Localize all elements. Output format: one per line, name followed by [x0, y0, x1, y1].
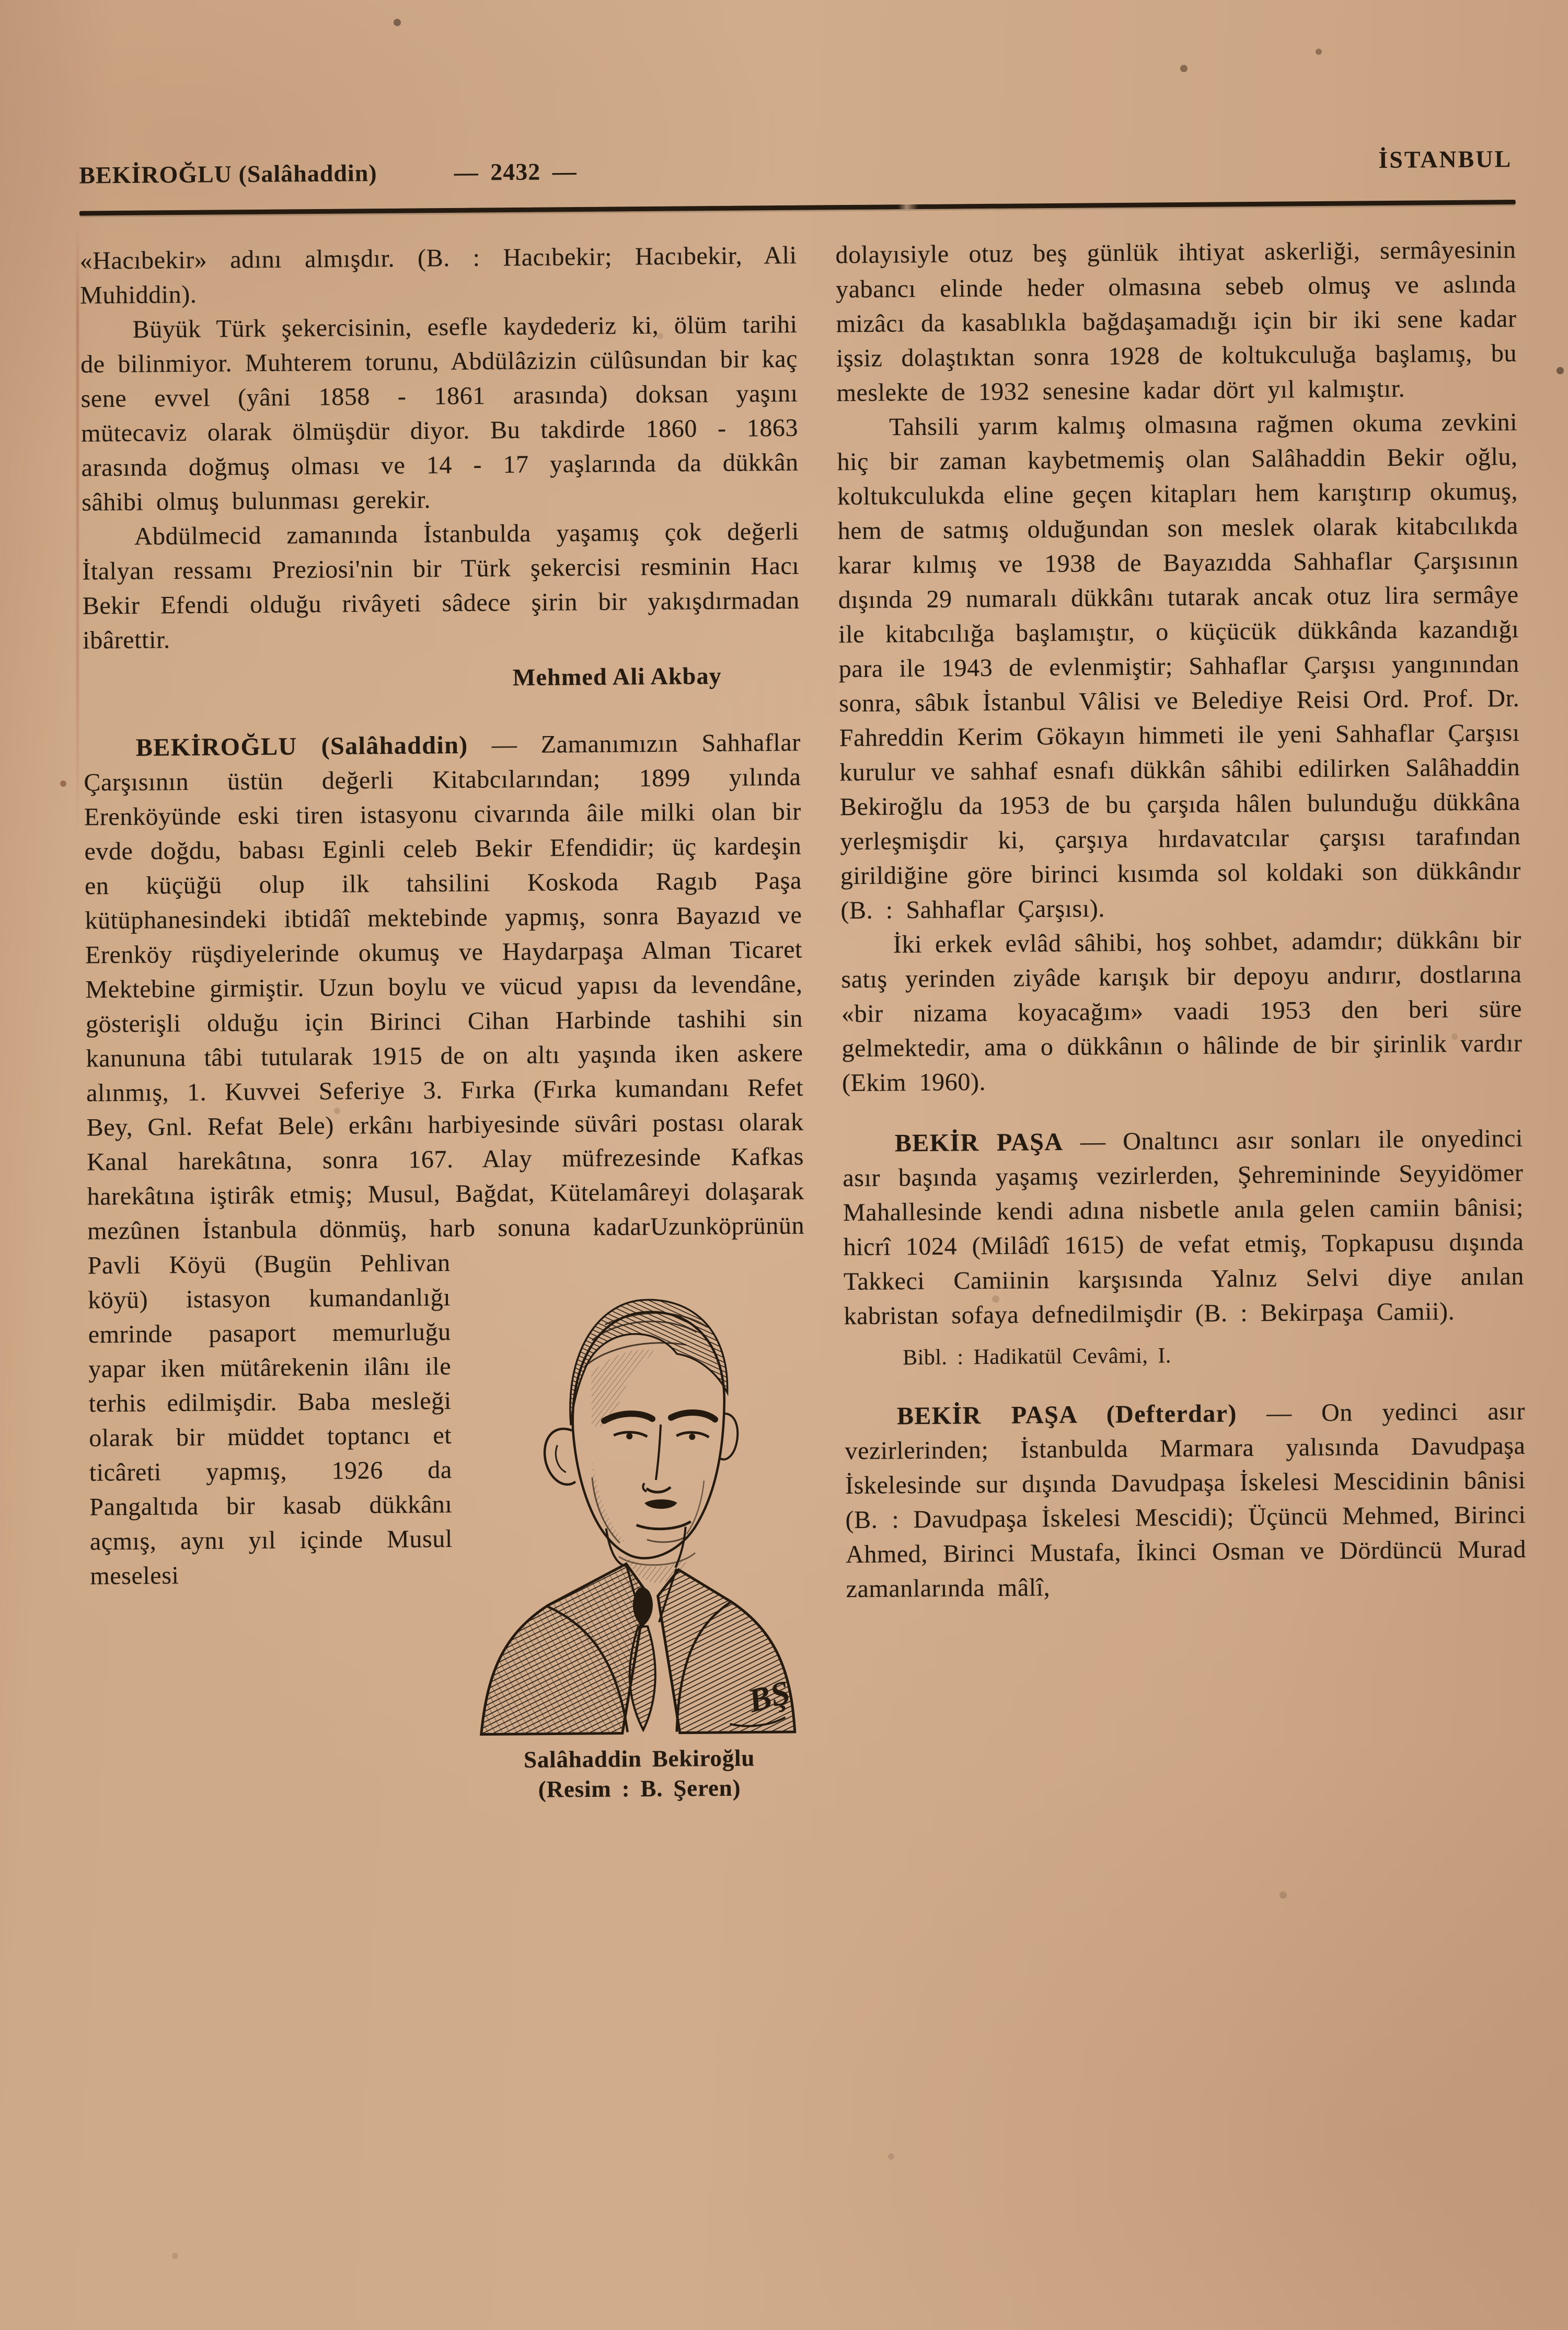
- portrait-figure: [466, 1253, 809, 1805]
- figure-caption-name: Salâhaddin Bekiroğlu: [523, 1744, 755, 1773]
- paragraph-hacibekir-end: «Hacıbekir» adını almışdır. (B. : Hacıbekir; Hacıbekir, Ali Muhiddin).: [79, 241, 797, 309]
- entry-text-after-figure: Uzunköprünün Pavli Köyü (Bugün Pehlivan köyü) istasyon kumandanlığı emrinde pasaport memurluğu yapar iken mütârekenin ilânı ile terhis edilmişdir. Baba mesleği olarak bir müddet toptancı et ticâreti yapmış, 1926 da Pangaltıda bir kasab dükkânı açmış, aynı yıl içinde Musul meselesi: [87, 1211, 805, 1590]
- bibliography-line: Bibl. : Hadikatül Cevâmi, I.: [902, 1344, 1172, 1370]
- entry-text-bekir-pasa: — Onaltıncı asır sonları ile onyedinci asır başında yaşamış vezirlerden, Şehremininde Seyyidömer Mahallesinde kendi adına nisbetle anıla gelen camiin bânisi; hicrî 1024 (Milâdî 1615) de vefat etmiş, Topkapusu dışında Takkeci Camiinin karşısında Yalnız Selvi diye anılan kabristan sofaya defnedilmişdir (B. : Bekirpaşa Camii).: [843, 1124, 1525, 1330]
- paragraph-bekir-pasa-defterdar-entry: [845, 1394, 1527, 1606]
- author-signature: Mehmed Ali Akbay: [512, 662, 722, 691]
- paragraph-bekiroglu-continued: dolayısiyle otuz beş günlük ihtiyat askerliği, sermâyesinin yabancı elinde heder olmasına sebeb olmuş ve aslında mizâcı da kasablıkla bağdaşamadığı için bir iki sene kadar işsiz dolaştıktan sonra 1928 de koltukculuğa başlamış, bu meslekte de 1932 senesine kadar dört yıl kalmıştır.: [835, 236, 1517, 407]
- right-column: [835, 233, 1528, 1804]
- entry-text-bekir-pasa-defterdar: — On yedinci asır vezirlerinden; İstanbulda Marmara yalısında Davudpaşa İskelesinde sur dışında Davudpaşa İskelesi Mescidinin bânisi (B. : Davudpaşa İskelesi Mescidi); Üçüncü Mehmed, Birinci Ahmed, Birinci Mustafa, İkinci Osman ve Dördüncü Murad zamanlarında mâlî,: [845, 1397, 1527, 1603]
- paragraph-bekir-pasa-entry: [843, 1121, 1525, 1334]
- header-rule: [79, 200, 1516, 216]
- entry-heading-bekir-pasa-defterdar: BEKİR PAŞA (Defterdar): [896, 1399, 1237, 1430]
- left-column: [79, 238, 809, 1810]
- header-entry-title: BEKİROĞLU (Salâhaddin): [79, 159, 377, 189]
- header-section-title: İSTANBUL: [1378, 145, 1513, 174]
- text-columns: [79, 233, 1528, 1810]
- entry-text-before-figure: — Zamanımızın Sahhaflar Çarşısının üstün değerli Kitabcılarından; 1899 yılında Erenköyünde eski tiren istasyonu civarında âile milki olan bir evde doğdu, babası Eginli celeb Bekir Efendidir; üç kardeşin en küçüğü olup ilk tahsilini Koskoda Ragıb Paşa kütüphanesindeki ibtidâî mektebinde yapmış, sonra Bayazıd ve Erenköy rüşdiyelerinde okumuş ve Haydarpaşa Alman Ticaret Mektebine girmiştir. Uzun boylu ve vücud yapısı da levendâne, gösterişli olduğu için Birinci Cihan Harbinde tashihi sin kanununa tâbi tutularak 1915 de on altı yaşında iken askere alınmış, 1. Kuvvei Seferiye 3. Fırka (Fırka kumandanı Refet Bey, Gnl. Refat Bele) erkânı harbiyesinde süvâri postası olarak Kanal harekâtına, sonra 167. Alay müfrezesinde Kafkas harekâtına iştirâk etmiş; Musul, Bağdat, Kütelamâreyi dolaşarak mezûnen İstanbula dönmüş, harb sonuna kadar: [84, 728, 804, 1245]
- paragraph-preziosi: Abdülmecid zamanında İstanbulda yaşamış çok değerli İtalyan ressamı Preziosi'nin bir Türk şekercisi resminin Hacı Bekir Efendi olduğu rivâyeti sâdece şirin bir yakışdırmadan ibârettir.: [82, 517, 800, 655]
- scan-streak-artifact: [76, 225, 79, 842]
- entry-heading-bekiroglu: BEKİROĞLU (Salâhaddin): [135, 731, 468, 762]
- paragraph-dukkan: İki erkek evlâd sâhibi, hoş sohbet, adamdır; dükkânı bir satış yerinden ziyâde karışık bir depoyu andırır, dostlarına «bir nizama koyacağım» vaadi 1953 den beri süre gelmektedir, ama o dükkânın o hâlinde de bir şirinlik vardır (Ekim 1960).: [841, 925, 1523, 1097]
- paper-specks: [0, 0, 3, 3]
- paragraph-death-date: Büyük Türk şekercisinin, esefle kaydederiz ki, ölüm tarihi de bilinmiyor. Muhterem torunu, Abdülâzizin cülûsundan bir kaç sene evvel (yâni 1858 - 1861 arasında) doksan yaşını mütecaviz olarak ölmüşdür diyor. Bu takdirde 1860 - 1863 arasında doğmuş olması ve 14 - 17 yaşlarında da dükkân sâhibi olmuş bulunması gerekir.: [80, 310, 799, 516]
- entry-heading-bekir-pasa: BEKİR PAŞA: [894, 1128, 1064, 1157]
- page-number: — 2432 —: [454, 158, 577, 186]
- paragraph-bekiroglu-entry: [84, 726, 808, 1803]
- portrait-sketch-image: [466, 1253, 809, 1741]
- artist-initials: BŞ: [744, 1673, 794, 1720]
- figure-caption-credit: (Resim : B. Şeren): [538, 1774, 741, 1803]
- paragraph-tahsili: Tahsili yarım kalmış olmasına rağmen okuma zevkini hiç bir zaman kaybetmemiş olan Salâhaddin Bekir oğlu, koltukculukda eline geçen kitapları hem karıştırıp okumuş, hem de satmış olduğundan son meslek olarak kitabcılıkda karar kılmış ve 1938 de Bayazıdda Sahhaflar Çarşısının dışında 29 numaralı dükkânı tutarak ancak otuz lira sermâye ile kitabcılığa başlamıştır, o küçücük dükkânda kazandığı para ile 1943 de evlenmiştir; Sahhaflar Çarşısı yangınından sonra, sâbık İstanbul Vâlisi ve Belediye Reisi Ord. Prof. Dr. Fahreddin Kerim Gökayın himmeti ile yeni Sahhaflar Çarşısı kurulur ve sahhaf esnafı dükkân sâhibi edilirken Salâhaddin Bekiroğlu da 1953 de bu çarşıda hâlen bulunduğu dükkâna yerleşmişdir ki, çarşıya hırdavatcılar çarşısı tarafından girildiğine göre birinci kısımda sol koldaki son dükkândır (B. : Sahhaflar Çarşısı).: [837, 408, 1521, 925]
- page-header: [79, 145, 1515, 193]
